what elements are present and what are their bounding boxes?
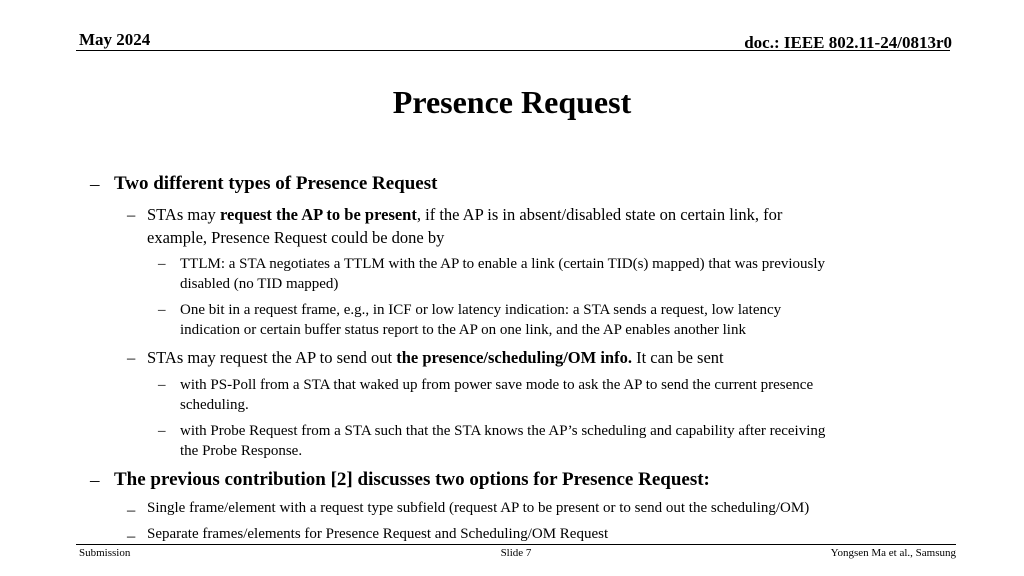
item-probe-cont: the Probe Response. [180, 443, 303, 459]
header-date: May 2024 [79, 30, 151, 49]
dash-marker: – [127, 526, 136, 545]
header-rule [76, 50, 950, 51]
option-single: Single frame/element with a request type subfield (request AP to be present or to send out the scheduling/OM) [147, 500, 810, 516]
dash-marker: – [90, 174, 100, 195]
bold-run: the presence/scheduling/OM info. [396, 348, 632, 367]
dash-marker: – [158, 423, 166, 439]
sub-bullet-present [147, 205, 782, 225]
footer-slide-number: Slide 7 [500, 547, 532, 559]
dash-marker: – [90, 470, 100, 491]
text-run: STAs may [147, 205, 220, 224]
footer-rule [76, 544, 956, 545]
text-run: STAs may request the AP to send out [147, 348, 397, 367]
item-ps-poll: with PS-Poll from a STA that waked up from power save mode to ask the AP to send the current presence [180, 377, 814, 393]
header-doc-id: doc.: IEEE 802.11-24/0813r0 [744, 33, 952, 52]
sub-bullet-info [147, 348, 724, 368]
option-separate: Separate frames/elements for Presence Request and Scheduling/OM Request [147, 526, 609, 542]
sub-bullet-present-cont: example, Presence Request could be done by [147, 228, 445, 247]
bullet-previous: The previous contribution [2] discusses two options for Presence Request: [114, 469, 710, 490]
dash-marker: – [127, 205, 136, 224]
dash-marker: – [158, 256, 166, 272]
bold-run: request the AP to be present [219, 205, 417, 224]
dash-marker: – [158, 377, 166, 393]
item-ttlm: TTLM: a STA negotiates a TTLM with the AP to enable a link (certain TID(s) mapped) that was previously [180, 256, 826, 272]
item-ttlm-cont: disabled (no TID mapped) [180, 276, 339, 292]
footer-author: Yongsen Ma et al., Samsung [830, 547, 956, 559]
text-run: It can be sent [631, 348, 724, 367]
bullet-types: Two different types of Presence Request [114, 173, 438, 194]
footer-left: Submission [79, 547, 131, 559]
dash-marker: – [127, 348, 136, 367]
item-probe: with Probe Request from a STA such that the STA knows the AP’s scheduling and capability after receiving [180, 423, 826, 439]
dash-marker: – [158, 302, 166, 318]
dash-marker: – [127, 500, 136, 519]
slide-title: Presence Request [392, 84, 632, 120]
text-run: , if the AP is in absent/disabled state on certain link, for [416, 205, 783, 224]
item-one-bit: One bit in a request frame, e.g., in ICF or low latency indication: a STA sends a request, low latency [180, 302, 782, 318]
item-ps-poll-cont: scheduling. [180, 397, 249, 413]
item-one-bit-cont: indication or certain buffer status report to the AP on one link, and the AP enables another link [180, 322, 746, 338]
